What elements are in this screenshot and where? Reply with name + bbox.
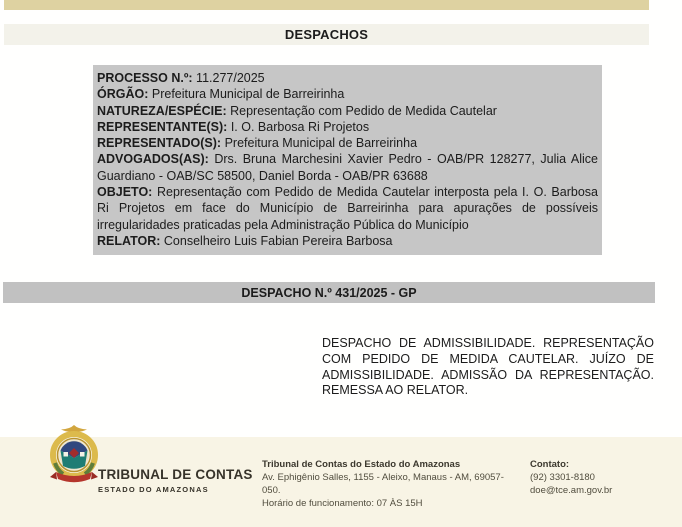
footer-info-column (262, 458, 522, 510)
footer-address: Av. Ephigênio Salles, 1155 - Aleixo, Manaus - AM, 69057-050. (262, 472, 504, 496)
field-value: I. O. Barbosa Ri Projetos (230, 119, 370, 134)
field-label: RELATOR: (97, 233, 161, 248)
top-accent-bar (4, 0, 649, 10)
section-header (4, 24, 649, 45)
process-field-numero (97, 70, 598, 86)
coat-of-arms-icon (45, 422, 103, 491)
process-field-representante (97, 119, 598, 135)
process-field-orgao (97, 86, 598, 102)
footer-contact-title: Contato: (530, 459, 570, 470)
field-value: Representação com Pedido de Medida Cautelar (230, 103, 497, 118)
footer-hours: Horário de funcionamento: 07 ÀS 15H (262, 498, 423, 509)
field-label: ÓRGÃO: (97, 87, 149, 102)
field-label: REPRESENTADO(S): (97, 136, 222, 151)
process-field-objeto (97, 184, 598, 233)
despacho-title-bar (3, 282, 655, 303)
process-field-representado (97, 135, 598, 151)
footer-brand (98, 467, 253, 494)
process-field-natureza (97, 103, 598, 119)
process-field-relator (97, 233, 598, 249)
footer-phone: (92) 3301-8180 (530, 472, 595, 483)
brand-subtitle: ESTADO DO AMAZONAS (98, 485, 209, 494)
field-label: PROCESSO N.º: (97, 71, 193, 85)
field-label: REPRESENTANTE(S): (97, 119, 228, 134)
footer (0, 437, 682, 527)
process-summary-block (93, 65, 602, 255)
field-label: OBJETO: (97, 185, 153, 200)
despacho-title: DESPACHO N.º 431/2025 - GP (241, 285, 417, 300)
footer-email: doe@tce.am.gov.br (530, 485, 613, 496)
field-value: Conselheiro Luis Fabian Pereira Barbosa (163, 233, 393, 248)
field-value: Prefeitura Municipal de Barreirinha (224, 136, 418, 151)
field-label: ADVOGADOS(AS): (97, 152, 209, 167)
field-label: NATUREZA/ESPÉCIE: (97, 103, 227, 118)
field-value: Representação com Pedido de Medida Cautelar interposta pela I. O. Barbosa Ri Projetos em face do Município de Barreirinha para apurações de possíveis irregularidades praticadas pela Administração Pública do Município (97, 185, 598, 232)
section-title: DESPACHOS (284, 27, 369, 42)
footer-contact-column (530, 458, 670, 497)
footer-info-title: Tribunal de Contas do Estado do Amazonas (262, 459, 461, 470)
field-value: 11.277/2025 (196, 71, 265, 85)
field-value: Drs. Bruna Marchesini Xavier Pedro - OAB/PR 128277, Julia Alice Guardiano - OAB/SC 58500, Daniel Borda - OAB/PR 63688 (97, 152, 598, 183)
field-value: Prefeitura Municipal de Barreirinha (151, 87, 345, 102)
despacho-summary-text: DESPACHO DE ADMISSIBILIDADE. REPRESENTAÇÃO COM PEDIDO DE MEDIDA CAUTELAR. JUÍZO DE ADMISSIBILIDADE. ADMISSÃO DA REPRESENTAÇÃO. REMESSA AO RELATOR. (322, 336, 654, 398)
process-field-advogados (97, 151, 598, 184)
brand-name: TRIBUNAL DE CONTAS (98, 467, 253, 482)
